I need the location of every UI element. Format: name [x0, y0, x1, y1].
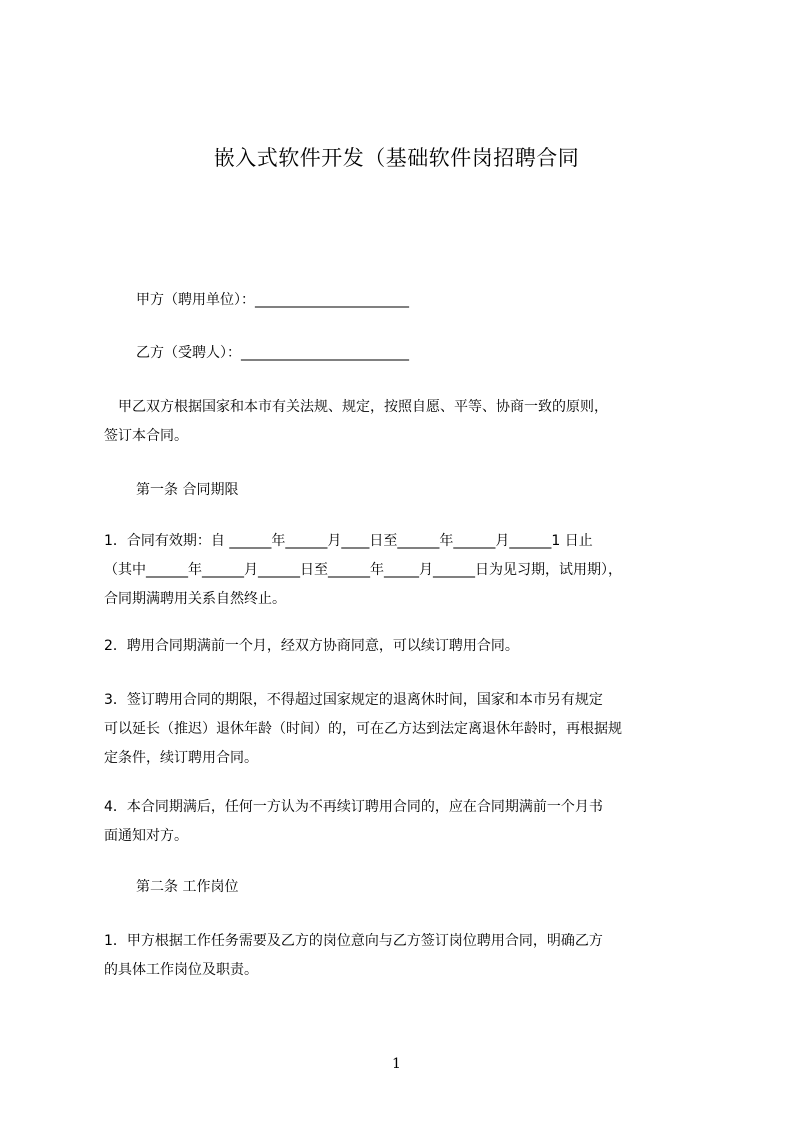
clause-line: 的具体工作岗位及职责。: [104, 962, 258, 978]
clause-line: 可以延长（推迟）退休年龄（时间）的，可在乙方达到法定离退休年龄时，再根据规: [104, 721, 622, 737]
clause-line: 2．聘用合同期满前一个月，经双方协商同意，可以续订聘用合同。: [104, 638, 519, 654]
section2-heading: 第二条 工作岗位: [136, 879, 239, 895]
preamble-line: 甲乙双方根据国家和本市有关法规、规定，按照自愿、平等、协商一致的原则，: [104, 399, 608, 415]
preamble-line: 签订本合同。: [104, 428, 188, 444]
party-b-line: 乙方（受聘人）：________________________: [136, 345, 409, 361]
party-a-line: 甲方（聘用单位）：______________________: [136, 292, 409, 308]
document-title: 嵌入式软件开发（基础软件岗招聘合同: [213, 146, 580, 170]
clause-line: 定条件，续订聘用合同。: [104, 750, 258, 766]
clause-line: 3．签订聘用合同的期限，不得超过国家规定的退离休时间，国家和本市另有规定: [104, 692, 603, 708]
clause-line: 4．本合同期满后，任何一方认为不再续订聘用合同的，应在合同期满前一个月书: [104, 799, 603, 815]
clause-line: 合同期满聘用关系自然终止。: [104, 591, 286, 607]
clause-line: 1．甲方根据工作任务需要及乙方的岗位意向与乙方签订岗位聘用合同，明确乙方: [104, 933, 603, 949]
clause-line: （其中______年______月______日至______年_____月______日为见习期，试用期），: [104, 562, 622, 578]
clause-1-4: [104, 793, 716, 851]
clause-2-1: [104, 927, 716, 985]
preamble-paragraph: [104, 393, 716, 451]
section1-heading: 第一条 合同期限: [136, 482, 239, 498]
clause-line: 面通知对方。: [104, 828, 188, 844]
clause-1-1: [104, 527, 716, 614]
clause-line: 1．合同有效期：自 ______年______月____日至______年______月______1 日止: [104, 533, 593, 549]
page-number: 1: [392, 1056, 401, 1072]
clause-1-3: [104, 686, 716, 773]
clause-1-2: [104, 632, 716, 661]
